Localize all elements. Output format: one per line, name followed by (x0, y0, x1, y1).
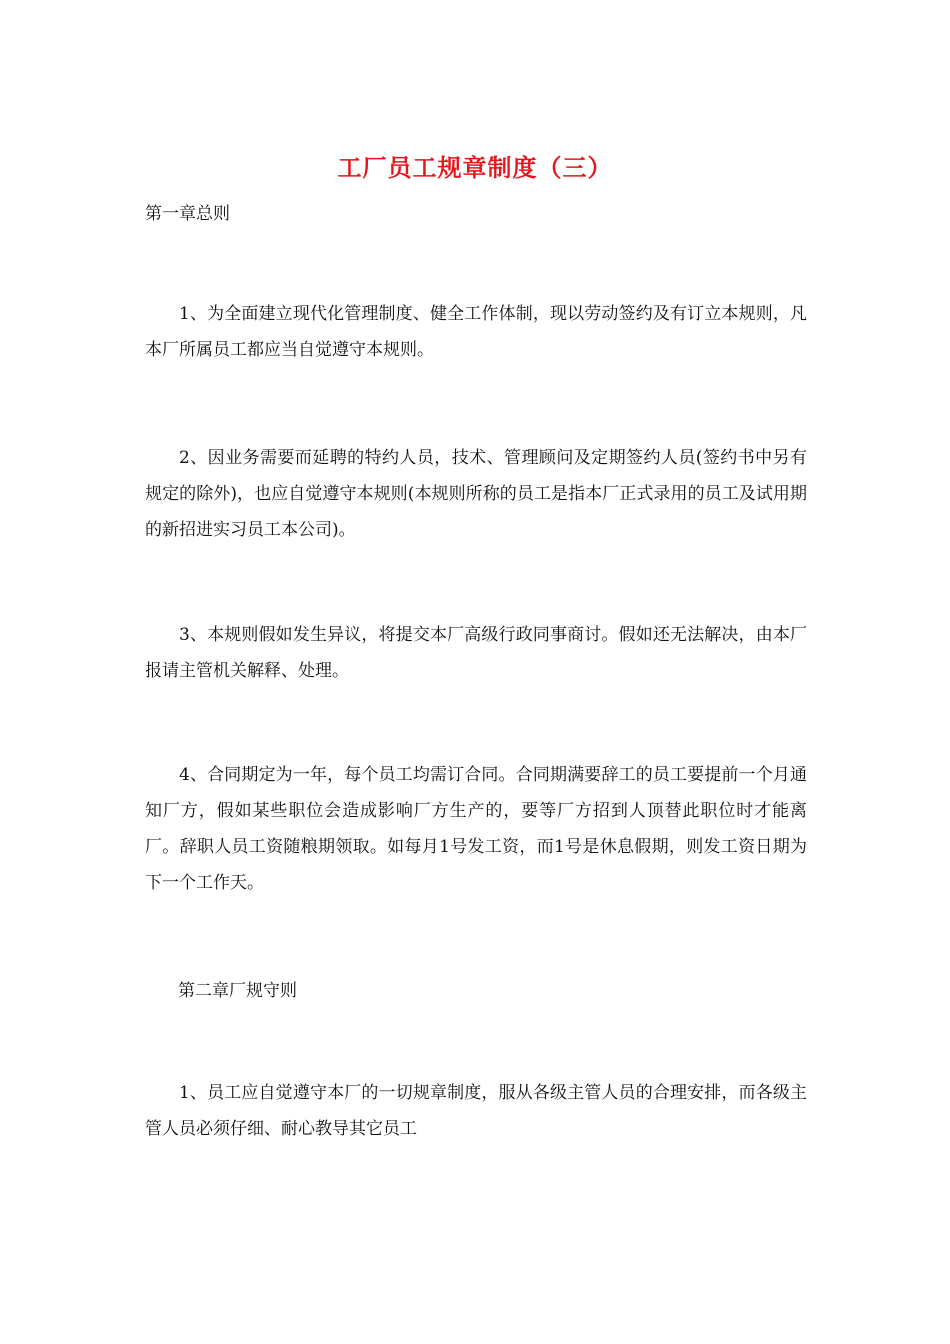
paragraph: 4、合同期定为一年，每个员工均需订合同。合同期满要辞工的员工要提前一个月通知厂方，假如某些职位会造成影响厂方生产的，要等厂方招到人顶替此职位时才能离厂。辞职人员工资随粮期领取。如每月1号发工资，而1号是休息假期，则发工资日期为下一个工作天。 (145, 765, 807, 893)
chapter-heading: 第二章厂规守则 (178, 981, 297, 1001)
document-title: 工厂员工规章制度（三） (337, 153, 613, 182)
paragraph: 1、为全面建立现代化管理制度、健全工作体制，现以劳动签约及有订立本规则，凡本厂所属员工都应当自觉遵守本规则。 (145, 304, 807, 360)
paragraph: 2、因业务需要而延聘的特约人员，技术、管理顾问及定期签约人员(签约书中另有规定的除外)，也应自觉遵守本规则(本规则所称的员工是指本厂正式录用的员工及试用期的新招进实习员工本公司)。 (145, 448, 807, 540)
paragraph: 1、员工应自觉遵守本厂的一切规章制度，服从各级主管人员的合理安排，而各级主管人员必须仔细、耐心教导其它员工 (145, 1083, 807, 1139)
paragraph: 3、本规则假如发生异议，将提交本厂高级行政同事商讨。假如还无法解决，由本厂报请主管机关解释、处理。 (145, 625, 807, 681)
chapter-heading: 第一章总则 (145, 204, 230, 224)
